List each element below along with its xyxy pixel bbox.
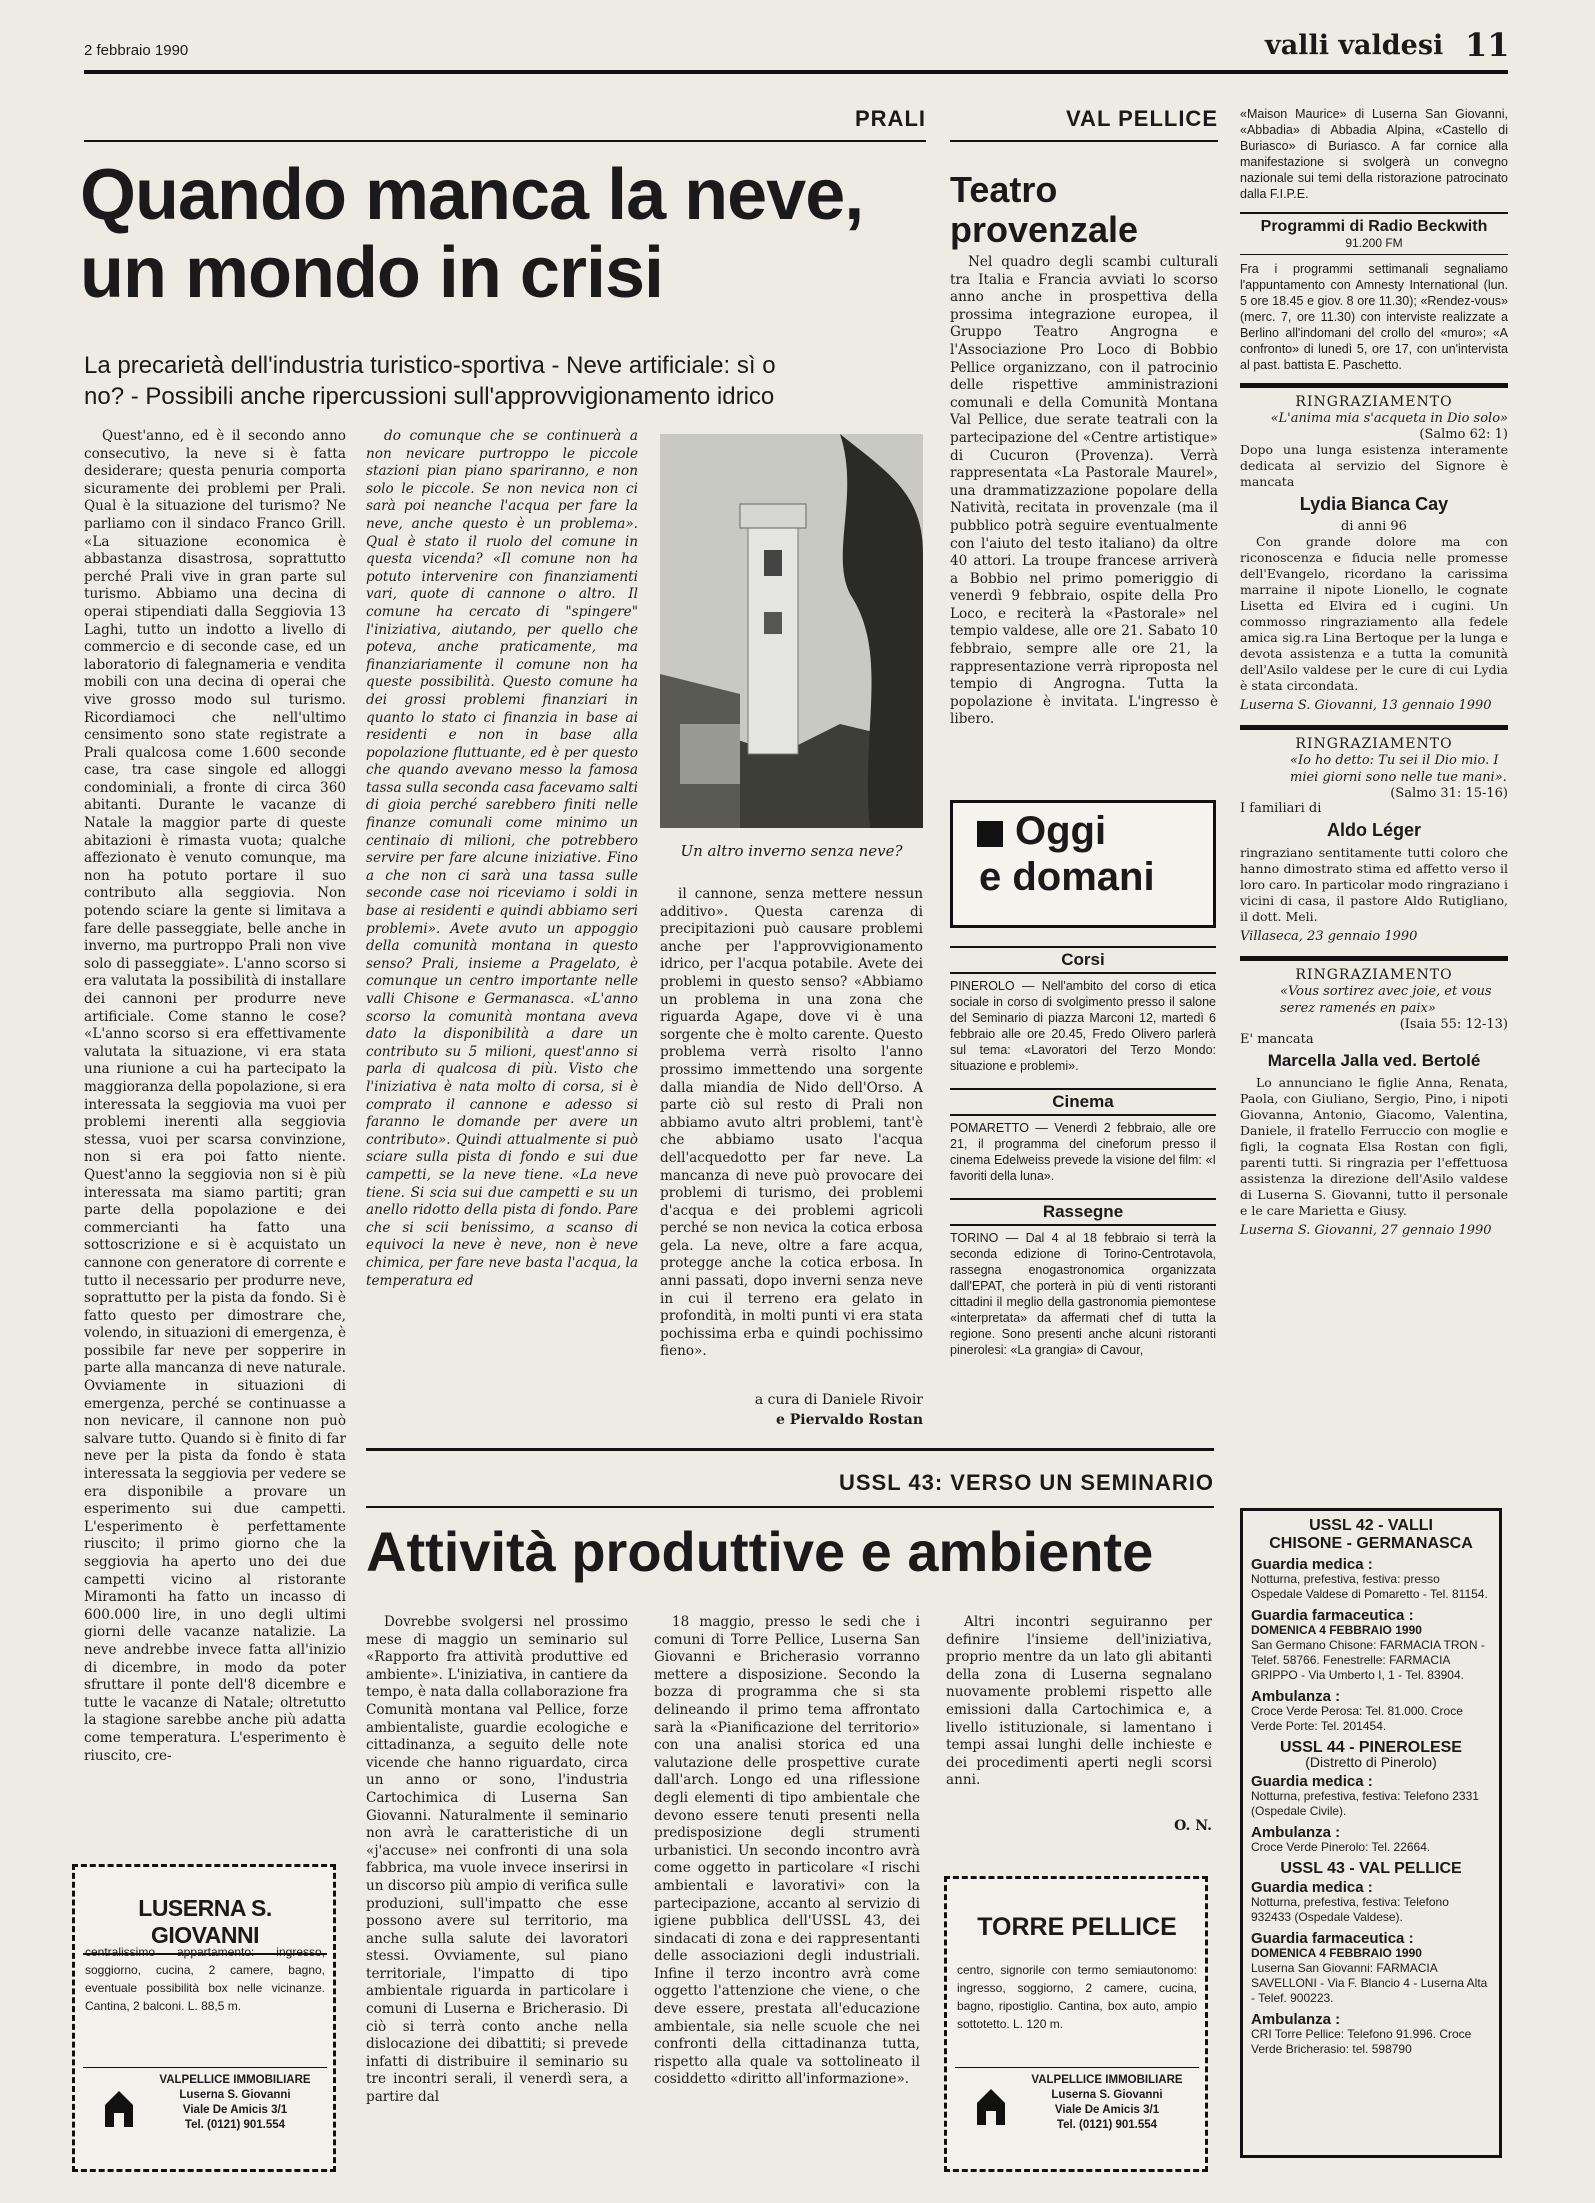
radio-programmes: Fra i programmi settimanali segnaliamo l'appuntamento con Amnesty International (lun. 5 ore 18.45 e giov. 8 ore 11.30); «Rendez-vous» (merc. 7, ore 11.30) con interviste realizzate a Berlino all'indomani del crollo del «muro»; «A confronto» di lunedì 5, ore 17, con un'intervista al past. battista E. Paschetto. xyxy=(1240,262,1508,372)
ussl-column-1 xyxy=(366,1614,628,2164)
ussl43-title: USSL 43 - VAL PELLICE xyxy=(1280,1860,1462,1877)
ussl-kicker: USSL 43: VERSO UN SEMINARIO xyxy=(839,1470,1214,1495)
page-date: 2 febbraio 1990 xyxy=(84,42,189,59)
ringraziamento-1-title: RINGRAZIAMENTO xyxy=(1295,394,1453,410)
ussl42-ambulanza-text: Croce Verde Perosa: Tel. 81.000. Croce Verde Porte: Tel. 201454. xyxy=(1251,1704,1463,1733)
teatro-body-text: Nel quadro degli scambi culturali tra Italia e Francia avviati lo scorso anno anche in prospettiva della prossima integrazione europea, il Gruppo Teatro Angrogna e l'Associazione Pro Loco di Bobbio Pellice organizzano, con il patrocinio delle rispettive amministrazioni comunali e della Comunità Montana Val Pellice, due serate teatrali con la partecipazione del «Centre artistique» di Cucuron (Provenza). Verrà rappresentata «La Pastorale Maurel», una drammatizzazione popolare della Natività, recitata in provenzale (ma il pubblico potrà seguire eventualmente con l'aiuto del testo italiano) da oltre 40 attori. La troupe francese arriverà a Bobbio nel primo pomeriggio di venerdì 9 febbraio, ospite della Pro Loco, e reciterà la «Pastorale» nel tempio valdese, alle ore 21. Sabato 10 febbraio, sempre alle ore 21, la rappresentazione verrà riproposta nel tempio di Angrogna. Tutta la popolazione è invitata. L'ingresso è libero. xyxy=(950,254,1218,728)
ad-luserna-s-giovanni xyxy=(72,1864,336,2172)
agency-phone: Tel. (0121) 901.554 xyxy=(184,2119,286,2131)
teatro-headline xyxy=(950,170,1138,250)
teatro-body xyxy=(950,254,1218,788)
ringraziamento-1-quote: «L'anima mia s'acqueta in Dio solo» xyxy=(1270,411,1508,426)
ussl43-farmaceutica-heading: Guardia farmaceutica : xyxy=(1251,1930,1414,1947)
ringraziamento-3-place-date: Luserna S. Giovanni, 27 gennaio 1990 xyxy=(1240,1223,1492,1238)
ad-torre-pellice xyxy=(944,1876,1208,2172)
cinema-text: POMARETTO — Venerdì 2 febbraio, alle ore 21, il programma del cineforum presso il cinema Edelweiss prevede la visione del film: «I favoriti della luna». xyxy=(950,1121,1216,1183)
oggi-title-line-2: e domani xyxy=(979,855,1155,899)
house-logo-icon xyxy=(101,2085,137,2131)
prali-rule xyxy=(84,140,926,142)
ussl-column-2-text: 18 maggio, presso le sedi che i comuni di Torre Pellice, Luserna San Giovanni e Bricherasio vorranno mettere a disposizione. Secondo la bozza di programma che si sta delineando il primo tema affrontato sarà la «Pianificazione del territorio» con una analisi storica ed una valutazione delle prospettive curate dall'arch. Longo ed una riflessione degli elementi di tipo ambientale che devono essere tenuti presenti nella predisposizione degli strumenti urbanistici. Un secondo incontro avrà come oggetto in particolare «I rischi ambientali e lavorativi» con la partecipazione, accanto al servizio di igiene pubblica dell'USSL 43, dei sindacati di zona e dei rappresentanti delle associazioni degli industriali. Infine il terzo incontro avrà come oggetto l'attenzione che viene, o che deve essere, prestata all'educazione ambientale, sia nelle scuole che nei confronti della cittadinanza tutta, rispetto alla quale va sottolineato il cosiddetto «diritto all'informazione». xyxy=(654,1614,920,2088)
ad-luserna-title: LUSERNA S. GIOVANNI xyxy=(83,1895,327,1955)
page-number: 11 xyxy=(1465,26,1510,64)
ringraziamento-2-place-date: Villaseca, 23 gennaio 1990 xyxy=(1240,929,1418,944)
teatro-headline-line-1: Teatro xyxy=(950,169,1058,210)
ussl-headline: Attività produttive e ambiente xyxy=(366,1520,1154,1583)
prali-kicker: PRALI xyxy=(855,106,926,131)
ussl44-title: USSL 44 - PINEROLESE xyxy=(1280,1739,1462,1756)
ussl-column-1-text: Dovrebbe svolgersi nel prossimo mese di maggio un seminario sul «Rapporto fra attività produttive ed ambiente». L'iniziativa, in cantiere da tempo, è nata dalla collaborazione fra Comunità montana val Pellice, forze ambientaliste, guardie ecologiche e cittadinanza, a seguito delle note vicende che hanno riguardato, circa un anno or sono, l'industria Cartochimica di Luserna San Giovanni. Naturalmente il seminario non avrà le caratteristiche di un «j'accuse» nei confronti di una sola fabbrica, ma vuole invece inserirsi in un discorso più ampio di verifica sulle produzioni, sull'impatto che esse possono avere sul territorio, ma anche sulla salute dei lavoratori stessi. Ovviamente, sul piano territoriale, l'impatto di tipo ambientale riguarda in particolare i comuni di Luserna e Bricherasio. Di ciò si terrà conto anche nella dislocazione dei dibattiti; si prevede infatti di distribuire il seminario su tre incontri serali, il venerdì sera, a partire dal xyxy=(366,1614,628,2106)
prali-subhead-line-2: no? - Possibili anche ripercussioni sull'approvvigionamento idrico xyxy=(84,383,775,410)
ringraziamento-1-text: Con grande dolore ma con riconoscenza e fiducia nelle promesse dell'Evangelo, ricordano la carissima marraine il nipote Lionello, le cognate Lisetta ed Elvira ed i cugini. Un commosso ringraziamento alla fedele amica sig.ra Lina Bertoque per la lunga e devota assistenza e a tutta la comunità dell'Asilo valdese per le cure di cui Lydia è stata circondata. xyxy=(1240,534,1508,693)
ussl-column-3 xyxy=(946,1614,1212,1834)
agency-address-2: Viale De Amicis 3/1 xyxy=(1054,2104,1160,2116)
ussl-top-rule xyxy=(366,1448,1214,1451)
ussl42-title-line-2: CHISONE - GERMANASCA xyxy=(1269,1535,1473,1552)
ussl-column-3-text: Altri incontri seguiranno per definire l'insieme dell'iniziativa, proprio mentre da un lato gli abitanti della zona di Luserna segnalano nuovamente problemi rispetto alle emissioni dalla Cartochimica e, a livello istituzionale, si lamentano i tempi assai lunghi delle inchieste e dei procedimenti aperti negli scorsi anni. xyxy=(946,1614,1212,1789)
rassegne-heading: Rassegne xyxy=(950,1198,1216,1226)
ringraziamento-3-quote: «Vous sortirez avec joie, et vous serez ramenés en paix» xyxy=(1280,984,1492,1016)
ringraziamento-3-title: RINGRAZIAMENTO xyxy=(1295,967,1453,983)
ringraziamento-1-ref: (Salmo 62: 1) xyxy=(1419,427,1508,442)
ringraziamento-2-text: ringraziano sentitamente tutti coloro che hanno dimostrato stima ed affetto verso il loro caro. In particolar modo ringraziano i vicini di casa, il pastore Aldo Rutigliano, il dott. Meli. xyxy=(1240,845,1508,924)
ringraziamento-3-name: Marcella Jalla ved. Bertolé xyxy=(1267,1051,1481,1070)
cinema-heading: Cinema xyxy=(950,1088,1216,1116)
oggi-title-line-1: Oggi xyxy=(1015,809,1107,853)
prali-headline xyxy=(80,156,863,312)
teatro-rule xyxy=(950,140,1218,142)
radio-box xyxy=(1240,212,1508,250)
agency-name: VALPELLICE IMMOBILIARE xyxy=(159,2074,311,2086)
agency-address-2: Viale De Amicis 3/1 xyxy=(182,2104,288,2116)
ussl43-farmaceutica-text: Luserna San Giovanni: FARMACIA SAVELLONI - Via F. Blancio 4 - Luserna Alta - Telef. 900223. xyxy=(1251,1961,1488,2005)
ad-torre-agency xyxy=(1017,2073,1197,2133)
ringraziamento-3 xyxy=(1240,956,1508,1238)
ringraziamento-3-ref: (Isaia 55: 12-13) xyxy=(1399,1017,1508,1032)
photo-caption: Un altro inverno senza neve? xyxy=(680,842,903,860)
teatro-kicker: VAL PELLICE xyxy=(1066,106,1218,131)
ringraziamento-2 xyxy=(1240,725,1508,944)
ad-luserna-agency xyxy=(145,2073,325,2133)
ussl42-title xyxy=(1251,1517,1491,1553)
ussl43-farmaceutica-date: DOMENICA 4 FEBBRAIO 1990 xyxy=(1251,1946,1422,1960)
rassegne-text: TORINO — Dal 4 al 18 febbraio si terrà la seconda edizione di Torino-Centrotavola, rassegna enogastronomica organizzata dall'EPAT, che porterà in più di venti ristoranti cittadini il meglio della gastronomia piemontese «interpretata» da affermati chef di tutta la regione. Sono presenti anche alcuni ristoranti pinerolesi: «La grangia» di Cavour, xyxy=(950,1231,1216,1357)
ringraziamento-2-intro: I familiari di xyxy=(1240,801,1322,816)
ad-torre-title: TORRE PELLICE xyxy=(977,1913,1177,1941)
ussl44-ambulanza-text: Croce Verde Pinerolo: Tel. 22664. xyxy=(1251,1840,1431,1854)
square-bullet-icon xyxy=(977,821,1003,847)
ussl44-subtitle: (Distretto di Pinerolo) xyxy=(1305,1754,1437,1770)
house-logo-icon xyxy=(973,2083,1009,2129)
guardia-medica-box xyxy=(1240,1508,1502,2158)
prali-column-2 xyxy=(366,428,638,1606)
teatro-headline-line-2: provenzale xyxy=(950,209,1139,250)
ussl44-guardia-medica-text: Notturna, prefestiva, festiva: Telefono 2331 (Ospedale Civile). xyxy=(1251,1789,1479,1818)
newspaper-name: valli valdesi xyxy=(1265,30,1444,61)
ussl43-ambulanza-heading: Ambulanza : xyxy=(1251,2011,1341,2028)
agency-phone: Tel. (0121) 901.554 xyxy=(1056,2119,1158,2131)
prali-headline-line-1: Quando manca la neve, xyxy=(80,155,864,235)
corsi-text: PINEROLO — Nell'ambito del corso di etica sociale in corso di svolgimento presso il salone del Seminario di piazza Marconi 12, martedì 6 febbraio alle ore 20.45, Fredo Olivero parlerà sul tema: «Lavoratori del Terzo Mondo: situazione e problemi». xyxy=(950,979,1216,1073)
oggi-listings xyxy=(950,940,1216,1358)
byline-line-1: a cura di Daniele Rivoir xyxy=(754,1392,923,1408)
ussl-column-2 xyxy=(654,1614,920,2164)
prali-column-2-text: do comunque che se continuerà a non nevicare purtroppo le piccole stazioni pian piano spariranno, e non solo le piccole. Se non nevica non ci sarà poi neanche l'acqua per fare la neve, anche questo è un problema». Qual è stato il ruolo del comune in questa vicenda? «Il comune non ha potuto intervenire con finanziamenti vari, quote di cannone o altro. Il comune ha cercato di "spingere" l'iniziativa, aiutando, per quello che poteva, anche praticamente, ma finanziariamente il comune non ha queste possibilità. Questo comune ha dei grossi problemi finanziari in quanto lo stato ci finanzia in base ai residenti e non in base alla popolazione fluttuante, ed è per questo che quando avevano messo la famosa tassa sulla seconda casa facevamo salti di gioia perché sarebbero finiti nelle finanze comunali come minimo un centinaio di milioni, che potrebbero servire per fare alcune iniziative. Fino a che non ci sarà una tassa sulle seconde case noi riceviamo i soldi in base ai residenti e quindi abbiamo seri problemi». Avete avuto un appoggio della comunità montana in questo senso? Prali, insieme a Pragelato, è comunque un centro importante nelle valli Chisone e Germanasca. «L'anno scorso la comunità montana aveva dato la disponibilità a dare un contributo su 5 milioni, quest'anno si parla di qualcosa di più. Visto che l'iniziativa è nata molto di corsa, si è comprato il cannone e adesso si faranno le domande per avere un contributo». Quindi attualmente si può sciare sulla pista di fondo e sui due campetti, se la neve tiene. «La neve tiene. Si scia sui due campetti e su un anello ridotto della pista di fondo. Pare che si scii benissimo, a scanso di equivoci la neve è neve, non è neve chimica, per fare neve basta l'acqua, la temperatura ed xyxy=(366,428,638,1289)
ringraziamento-2-quote: «Io ho detto: Tu sei il Dio mio. I miei giorni sono nelle tue mani». xyxy=(1290,753,1507,785)
ringraziamento-1-age: di anni 96 xyxy=(1341,519,1407,534)
prali-headline-line-2: un mondo in crisi xyxy=(80,233,664,313)
bell-tower-image xyxy=(660,434,923,828)
ristoranti-continuation: «Maison Maurice» di Luserna San Giovanni, «Abbadia» di Abbadia Alpina, «Castello di Buriasco» di Buriasco. A far cornice alla manifestazione si svolgerà un convegno nazionale sui temi della ristorazione patrocinato dalla F.I.P.E. xyxy=(1240,107,1508,201)
ringraziamento-3-text: Lo annunciano le figlie Anna, Renata, Paola, con Giuliano, Sergio, Pino, i nipoti Giovanna, Antonio, Giacomo, Valentina, Daniele, il fratello Ferruccio con moglie e figli, la cognata Elsa Rostan con figli, parenti tutti. Si ringrazia per l'effettuosa assistenza la direzione dell'Asilo valdese di Luserna S. Giovanni, tutto il personale e le care Marietta e Giusy. xyxy=(1240,1075,1508,1218)
ussl-rule xyxy=(366,1506,1214,1508)
ringraziamento-1-name: Lydia Bianca Cay xyxy=(1299,494,1449,514)
prali-subhead xyxy=(84,350,929,412)
ussl43-guardia-medica-text: Notturna, prefestiva, festiva: Telefono 932433 (Ospedale Valdese). xyxy=(1251,1895,1449,1924)
ussl43-guardia-medica-heading: Guardia medica : xyxy=(1251,1879,1373,1896)
ringraziamento-1 xyxy=(1240,383,1508,713)
ussl42-title-line-1: USSL 42 - VALLI xyxy=(1309,1517,1433,1534)
ringraziamento-2-title: RINGRAZIAMENTO xyxy=(1295,736,1453,752)
prali-column-3 xyxy=(660,886,923,1394)
byline-line-2: e Piervaldo Rostan xyxy=(775,1412,923,1428)
ringraziamento-3-intro: E' mancata xyxy=(1240,1032,1314,1047)
right-column xyxy=(1240,106,1508,1238)
agency-address-1: Luserna S. Giovanni xyxy=(1051,2089,1163,2101)
radio-frequency: 91.200 FM xyxy=(1345,236,1403,250)
snowless-village-photo xyxy=(660,434,923,828)
ringraziamento-1-place-date: Luserna S. Giovanni, 13 gennaio 1990 xyxy=(1240,698,1492,713)
ussl42-guardia-medica-text: Notturna, prefestiva, festiva: presso Ospedale Valdese di Pomaretto - Tel. 81154. xyxy=(1251,1572,1488,1601)
agency-name: VALPELLICE IMMOBILIARE xyxy=(1031,2074,1183,2086)
ussl42-guardia-medica-heading: Guardia medica : xyxy=(1251,1556,1373,1573)
corsi-heading: Corsi xyxy=(950,946,1216,974)
ad-luserna-text: centralissimo appartamento: ingresso, soggiorno, cucina, 2 camere, bagno, eventuale possibilità box nelle vicinanze. Cantina, 2 balconi. L. 88,5 m. xyxy=(85,1945,325,2013)
ussl42-ambulanza-heading: Ambulanza : xyxy=(1251,1688,1341,1705)
prali-column-3-text: il cannone, senza mettere nessun additivo». Questa carenza di precipitazioni può causare problemi anche per l'approvvigionamento idrico, per l'acqua potabile. Avete dei problemi in questo senso? «Abbiamo un problema in una zona che riguarda Agape, dove vi è una sorgente che è molto carente. Questo problema verrà risolto l'anno prossimo immettendo una sorgente dalla miandia de Nido dell'Orso. A parte ciò sul resto di Prali non abbiamo avuto altri problemi, tant'è che abbiamo usato l'acqua dell'acquedotto per far neve. La mancanza di neve può provocare dei problemi di turismo, dei problemi d'acqua e dei problemi agricoli perché se non nevica la cotica erbosa gela. La neve, oltre a fare acqua, protegge anche la cotica erbosa. In anni passati, dopo inverni senza neve in cui il terreno era gelato in profondità, in molti punti vi era stata pochissima erba e quindi pochissimo fieno». xyxy=(660,886,923,1360)
ussl-signature: O. N. xyxy=(1174,1818,1212,1834)
oggi-e-domani-box xyxy=(950,800,1216,928)
ussl44-guardia-medica-heading: Guardia medica : xyxy=(1251,1773,1373,1790)
ringraziamento-2-ref: (Salmo 31: 15-16) xyxy=(1390,786,1508,801)
ussl44-ambulanza-heading: Ambulanza : xyxy=(1251,1824,1341,1841)
agency-address-1: Luserna S. Giovanni xyxy=(179,2089,291,2101)
ad-torre-text: centro, signorile con termo semiautonomo: ingresso, soggiorno, 2 camere, cucina, bagno, ripostiglio. Cantina, box auto, ampio sottotetto. L. 120 m. xyxy=(957,1963,1197,2031)
ussl42-farmaceutica-heading: Guardia farmaceutica : xyxy=(1251,1607,1414,1624)
radio-title: Programmi di Radio Beckwith xyxy=(1260,218,1488,235)
prali-byline xyxy=(660,1390,923,1430)
prali-column-1-text: Quest'anno, ed è il secondo anno consecutivo, la neve si è fatta desiderare; questa penuria comporta sicuramente dei problemi per Prali. Qual è la situazione del turismo? Ne parliamo con il sindaco Franco Grill. «La situazione economica è abbastanza disastrosa, soprattutto perché Prali vive in gran parte sul turismo. Abbiamo una decina di operai stipendiati dalla Seggiovia 13 Laghi, tutto un indotto a livello di commercio e di seconde case, ed un laboratorio di falegnameria e vendita mobili con una decina di operai che vive grosso modo sul turismo. Ricordiamoci che nell'ultimo censimento sono state registrate a Prali qualcosa come 1.600 seconde case, tra case singole ed alloggi condominiali, a fronte di circa 360 abitanti. Durante le vacanze di Natale la maggior parte di queste abitazioni è rimasta vuota; qualche affezionato è venuto comunque, ma non ha potuto portare il suo contributo alla seggiovia. Non potendo sciare la gente si limitava a fare delle passeggiate, belle anche in inverno, ma purtroppo Prali non vive solo di passeggiate». L'anno scorso si era valutata la possibilità di installare dei cannoni per produrre neve artificiale. Come stanno le cose? «L'anno scorso si era effettivamente valutata la situazione, vi era stata una riunione a cui ha partecipato la maggioranza della popolazione, si era interessata la seggiovia ma vuoi per problemi inerenti alla seggiovia stessa, vuoi per scarsa convinzione, non si era poi fatto niente. Quest'anno la seggiovia non si è più interessata ma siamo partiti; gran parte della popolazione e dei commercianti ha fatto una sottoscrizione e si è acquistato un cannone con generatore di corrente e tutto il necessario per produrre neve, soprattutto per la pista da fondo. Si è fatto questo per dimostrare che, volendo, in situazioni di emergenza, è possibile far neve per sopperire in parte alla mancanza di neve naturale. Ovviamente in situazioni di emergenza, perché se continuasse a non nevicare, il cannone non può salvare tutto. Quando si è finito di far neve per la pista da fondo è stata interessata la seggiovia per vedere se era disponibile a provare un esperimento sui due campetti. L'esperimento è perfettamente riuscito; il primo giorno che la seggiovia ha aperto uno dei due campetti vicino al ristorante Miramonti ha fatto un incasso di 600.000 lire, in uno degli ultimi giorni delle vacanze natalizie. La neve andrebbe invece fatta all'inizio di dicembre, in modo da poter sfruttare il ponte dell'8 dicembre e tutte le vacanze di Natale; oltretutto la stagione sarebbe anche più adatta come temperatura. L'esperimento è riuscito, cre- xyxy=(84,428,346,1764)
header-rule xyxy=(84,70,1508,74)
prali-subhead-line-1: La precarietà dell'industria turistico-sportiva - Neve artificiale: sì o xyxy=(84,352,776,379)
prali-column-1 xyxy=(84,428,346,1838)
ussl42-farmaceutica-date: DOMENICA 4 FEBBRAIO 1990 xyxy=(1251,1623,1422,1637)
ussl42-farmaceutica-text: San Germano Chisone: FARMACIA TRON - Telef. 58766. Fenestrelle: FARMACIA GRIPPO - Via Umberto I, 1 - Tel. 83904. xyxy=(1251,1638,1485,1682)
ussl43-ambulanza-text: CRI Torre Pellice: Telefono 91.996. Croce Verde Bricherasio: tel. 598790 xyxy=(1251,2027,1472,2056)
ringraziamento-1-intro: Dopo una lunga esistenza interamente dedicata al servizio del Signore è mancata xyxy=(1240,442,1508,489)
ringraziamento-2-name: Aldo Léger xyxy=(1326,820,1421,840)
